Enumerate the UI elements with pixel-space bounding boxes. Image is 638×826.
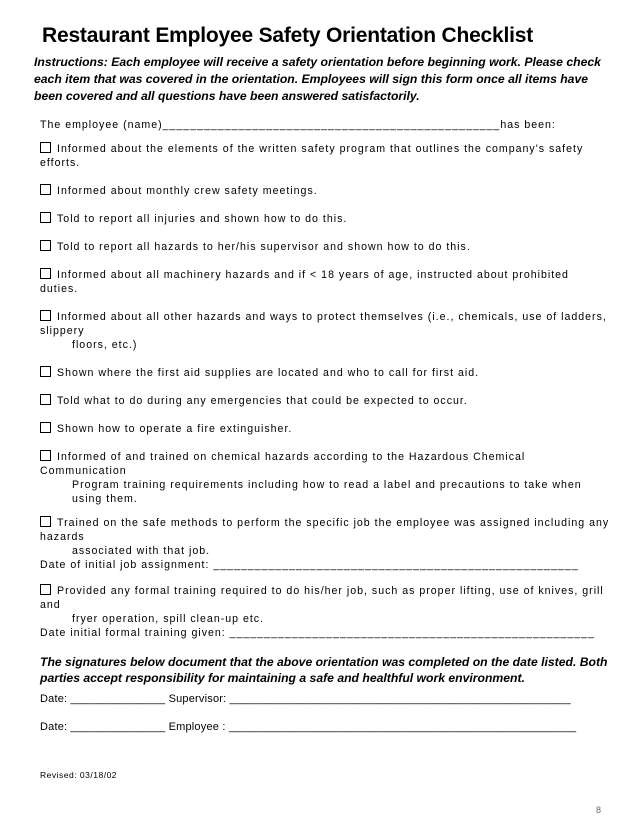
- checklist-item-continuation: associated with that job.: [72, 545, 211, 557]
- checklist-item-continuation: Program training requirements including how to read a label and precautions to take when using them.: [72, 479, 582, 505]
- checklist-item-text: Provided any formal training required to do his/her job, such as proper lifting, use of knives, grill and: [40, 585, 604, 611]
- checklist-item-text: Trained on the safe methods to perform the specific job the employee was assigned including any hazards: [40, 517, 610, 543]
- checklist-item-text: Told what to do during any emergencies that could be expected to occur.: [57, 395, 468, 407]
- checklist-item: [40, 394, 610, 408]
- checklist-item: [40, 240, 610, 254]
- employee-name-line[interactable]: The employee (name)_________________________________________________has been:: [40, 119, 556, 131]
- revision-date: Revised: 03/18/02: [40, 770, 118, 780]
- checklist-item-text: Informed about the elements of the written safety program that outlines the company's safety efforts.: [40, 143, 584, 169]
- checklist-item-text: Informed about all other hazards and ways to protect themselves (i.e., chemicals, use of ladders, slippery: [40, 311, 607, 337]
- checkbox-icon[interactable]: [40, 310, 51, 321]
- instructions-paragraph: Instructions: Each employee will receive a safety orientation before beginning work. Please check each item that was covered in the orientation. Employees will sign this form once all items have been covered and all questions have been answered satisfactorily.: [34, 55, 601, 103]
- checkbox-icon[interactable]: [40, 212, 51, 223]
- formal-training-date-line[interactable]: Date initial formal training given: _____________________________________________________: [40, 627, 595, 639]
- checklist-item-text: Shown where the first aid supplies are located and who to call for first aid.: [57, 367, 480, 379]
- job-assignment-date-line[interactable]: Date of initial job assignment: _____________________________________________________: [40, 559, 579, 571]
- checkbox-icon[interactable]: [40, 268, 51, 279]
- checklist-item: [40, 184, 610, 198]
- checklist-item-text: Told to report all hazards to her/his supervisor and shown how to do this.: [57, 241, 471, 253]
- checkbox-icon[interactable]: [40, 450, 51, 461]
- checklist-item: [40, 142, 610, 170]
- checklist-item: [40, 212, 610, 226]
- checkbox-icon[interactable]: [40, 366, 51, 377]
- checkbox-icon[interactable]: [40, 240, 51, 251]
- checklist-item-text: Shown how to operate a fire extinguisher.: [57, 423, 293, 435]
- checkbox-icon[interactable]: [40, 184, 51, 195]
- page-title: Restaurant Employee Safety Orientation Checklist: [42, 24, 534, 47]
- checklist-item: [40, 450, 610, 506]
- checklist-item: [40, 516, 610, 572]
- checklist-item-text: Told to report all injuries and shown how to do this.: [57, 213, 348, 225]
- signatures-note: The signatures below document that the above orientation was completed on the date listed. Both parties accept responsibility for maintaining a safe and healthful work environment.: [40, 655, 608, 685]
- page-number: 8: [596, 805, 602, 815]
- checkbox-icon[interactable]: [40, 142, 51, 153]
- checklist-item: [40, 366, 610, 380]
- checklist-item-continuation: floors, etc.): [72, 339, 138, 351]
- checklist-item: [40, 422, 610, 436]
- checkbox-icon[interactable]: [40, 422, 51, 433]
- checklist-item: [40, 310, 610, 352]
- checklist-item-text: Informed about all machinery hazards and if < 18 years of age, instructed about prohibited duties.: [40, 269, 569, 295]
- checkbox-icon[interactable]: [40, 584, 51, 595]
- checkbox-icon[interactable]: [40, 394, 51, 405]
- checklist-item: [40, 584, 610, 640]
- checklist-item: [40, 268, 610, 296]
- checklist-item-text: Informed of and trained on chemical hazards according to the Hazardous Chemical Communication: [40, 451, 526, 477]
- checklist-item-continuation: fryer operation, spill clean-up etc.: [72, 613, 265, 625]
- supervisor-signature-line[interactable]: Date: _______________ Supervisor: ______________________________________________________: [40, 693, 571, 705]
- employee-signature-line[interactable]: Date: _______________ Employee : _______________________________________________________: [40, 721, 577, 733]
- checkbox-icon[interactable]: [40, 516, 51, 527]
- checklist-item-text: Informed about monthly crew safety meetings.: [57, 185, 318, 197]
